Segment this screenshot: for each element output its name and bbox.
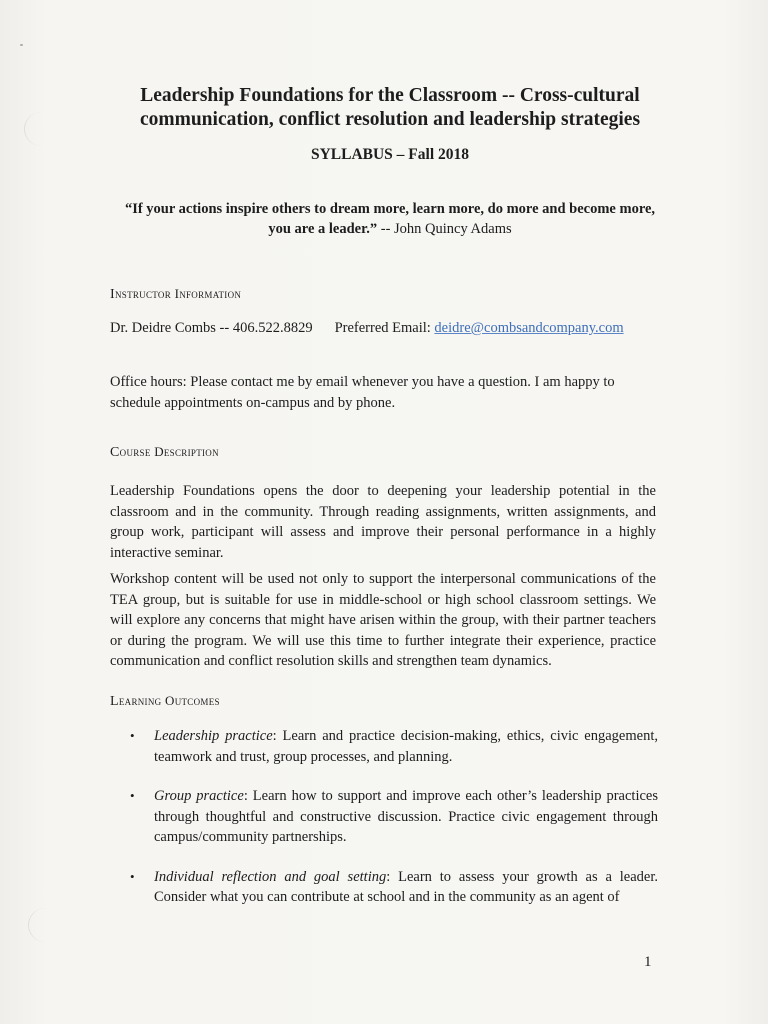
email-label: Preferred Email: bbox=[334, 320, 431, 336]
list-item bbox=[110, 726, 658, 767]
instructor-heading: Instructor Information bbox=[110, 286, 242, 302]
quote-line-2: you are a leader.” bbox=[268, 221, 378, 237]
office-hours-text: Office hours: Please contact me by email whenever you have a question. I am happy to schedule appointments on-campus and by phone. bbox=[110, 374, 615, 411]
outcome-term: Leadership practice bbox=[154, 728, 273, 744]
learning-outcomes-heading: Learning Outcomes bbox=[110, 693, 220, 709]
instructor-contact bbox=[110, 320, 670, 337]
punch-hole-mark bbox=[28, 908, 63, 942]
outcome-text: : Learn how to support and improve each other’s leadership practices through thoughtful and constructive discussion. Practice civic engagement through campus/community partnerships. bbox=[154, 788, 658, 845]
outcome-text: : Learn and practice decision-making, ethics, civic engagement, teamwork and trust, group processes, and planning. bbox=[154, 728, 658, 765]
syllabus-term: SYLLABUS – Fall 2018 bbox=[310, 146, 470, 163]
learning-outcomes-list bbox=[110, 726, 658, 927]
list-item bbox=[110, 867, 658, 908]
page-number: 1 bbox=[644, 954, 652, 970]
document-title bbox=[100, 84, 680, 132]
bullet-icon: • bbox=[130, 868, 135, 884]
punch-hole-mark bbox=[24, 112, 59, 146]
bullet-icon: • bbox=[130, 728, 135, 743]
title-line-1: Leadership Foundations for the Classroom -- Cross-cultural bbox=[140, 85, 640, 106]
course-description-paragraph: Leadership Foundations opens the door to deepening your leadership potential in the classroom and in the community. Through reading assignments, written assignments, and group work, participant will assess and improve their personal performance in a highly interactive seminar. bbox=[110, 483, 656, 561]
instructor-name-phone: Dr. Deidre Combs -- 406.522.8829 bbox=[110, 320, 313, 336]
bullet-icon: • bbox=[130, 788, 135, 803]
instructor-email-link[interactable]: deidre@combsandcompany.com bbox=[434, 320, 624, 336]
epigraph-quote bbox=[96, 199, 684, 239]
course-description-heading: Course Description bbox=[110, 444, 219, 460]
title-line-2: communication, conflict resolution and leadership strategies bbox=[139, 109, 641, 130]
scan-speck bbox=[20, 44, 23, 46]
outcome-text: : Learn to assess your growth as a leader. Consider what you can contribute at school and in the community as an agent of bbox=[154, 868, 659, 905]
quote-line-1: “If your actions inspire others to dream more, learn more, do more and become more, bbox=[124, 201, 656, 217]
outcome-term: Individual reflection and goal setting bbox=[154, 868, 387, 885]
quote-attribution: -- John Quincy Adams bbox=[380, 221, 512, 237]
course-description-paragraph: Workshop content will be used not only to support the interpersonal communications of the TEA group, but is suitable for use in middle-school or high school classroom settings. We will explore any concerns that might have arisen within the group, with their partner teachers or during the program. We will use this time to further integrate their experience, practice communication and conflict resolution skills and strengthen team dynamics. bbox=[110, 571, 656, 669]
outcome-term: Group practice bbox=[154, 788, 244, 804]
list-item bbox=[110, 786, 658, 848]
